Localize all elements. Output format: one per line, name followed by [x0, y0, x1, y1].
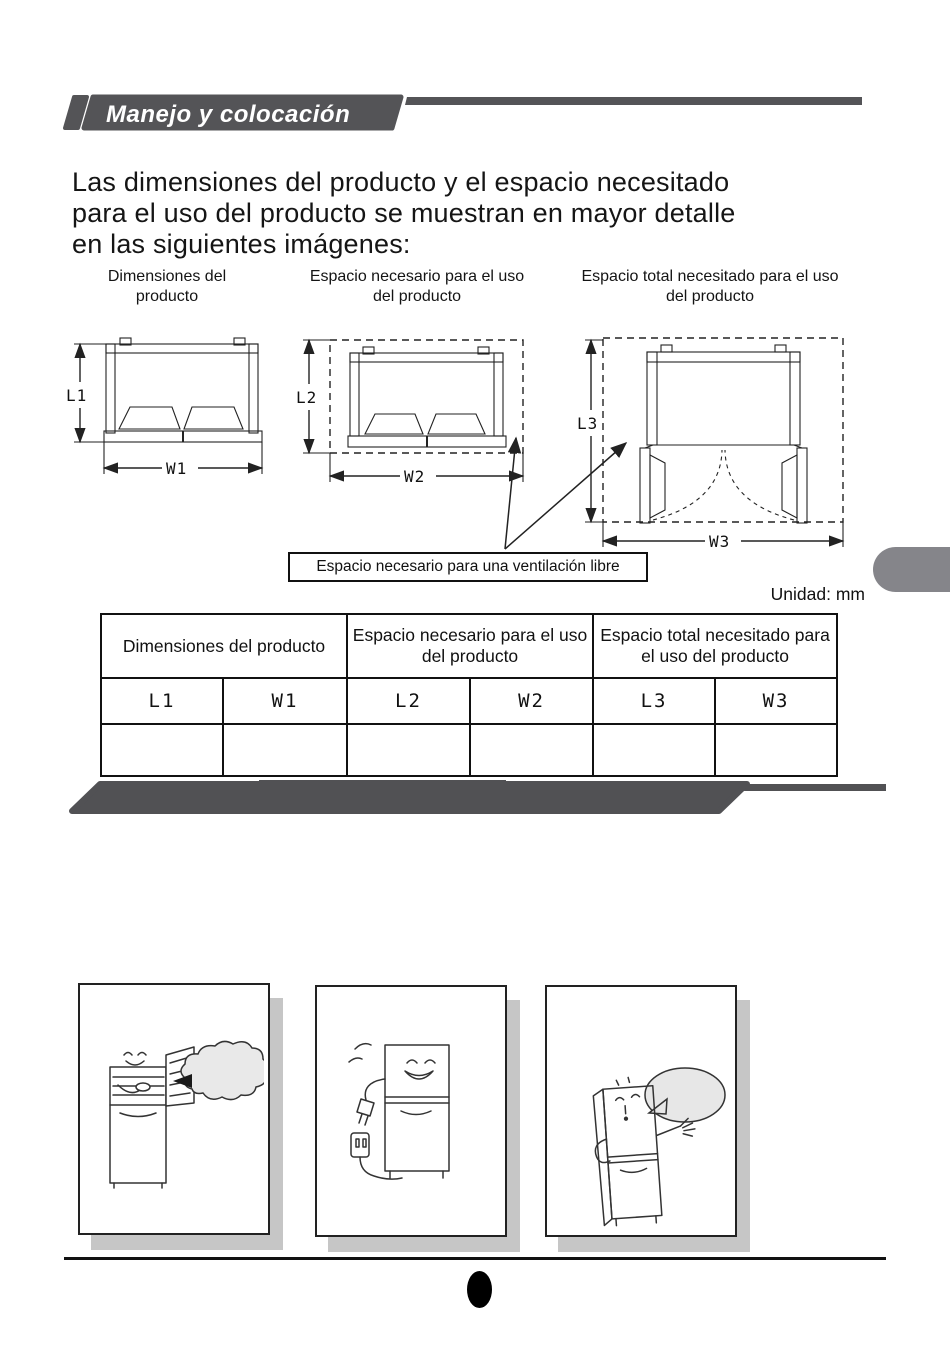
dim-label-W1: W1 [166, 459, 188, 478]
door-top [365, 414, 423, 434]
section-banner [60, 94, 870, 134]
dimensions-table [100, 613, 838, 777]
unit-label: Unidad: mm [770, 584, 865, 604]
hinge-tab [661, 345, 672, 352]
table-group-header: Espacio total necesitado para el uso del producto [593, 614, 837, 678]
band-block [72, 784, 747, 811]
table-dim-cell: W2 [470, 678, 593, 724]
door-handle [401, 1111, 431, 1115]
table-dim-cell: W1 [223, 678, 347, 724]
hinge-tab [775, 345, 786, 352]
table-value-cell [715, 724, 837, 776]
table-value-cell [593, 724, 715, 776]
table-dim-cell: L2 [347, 678, 470, 724]
dim-label-L2: L2 [296, 388, 318, 407]
page-edge-tab [873, 547, 950, 592]
intro-paragraph [72, 167, 735, 260]
waving-arm [656, 1126, 681, 1136]
table-group-header: Espacio necesario para el uso del producto [347, 614, 593, 678]
cabinet-right-wall [249, 344, 258, 433]
intro-line: para el uso del producto se muestran en mayor detalle [72, 198, 736, 228]
dim-label-W2: W2 [404, 467, 426, 486]
intro-line: Las dimensiones del producto y el espacio necesitado [72, 167, 730, 197]
section-divider-band [60, 776, 890, 816]
smile [405, 1071, 433, 1079]
callout-arrow [505, 438, 516, 549]
table-dim-cell: L3 [593, 678, 715, 724]
table-value-cell [470, 724, 593, 776]
callout-arrow [505, 443, 626, 549]
dim-label-L3: L3 [577, 414, 599, 433]
fridge-holding-unplugged-plug-icon [317, 987, 501, 1231]
fridge-talking-speech-bubble-icon [547, 987, 731, 1231]
table-value-cell [223, 724, 347, 776]
diagram-product-dimensions [62, 330, 272, 482]
smile [126, 1061, 144, 1065]
power-plug [357, 1099, 374, 1116]
cabinet-top-wall [647, 352, 800, 362]
door-handle [120, 1113, 156, 1117]
table-value-cell [347, 724, 470, 776]
section-title: Manejo y colocación [106, 101, 351, 128]
illustration-box-2 [315, 985, 507, 1237]
table-dim-row [101, 678, 837, 724]
power-cord [360, 1157, 402, 1179]
diagram1-caption: Dimensiones del producto [107, 268, 227, 305]
dim-label-L1: L1 [66, 386, 88, 405]
dim-label-W3: W3 [709, 532, 731, 551]
banner-rule [405, 97, 862, 105]
arm [365, 1079, 385, 1100]
fridge-freezer-open-cold-cloud-icon [80, 985, 264, 1229]
diagram3-caption: Espacio total necesitado para el uso del producto [581, 268, 839, 305]
ventilation-callout-arrows [430, 420, 700, 560]
illustration-box-1 [78, 983, 270, 1235]
band-rule [744, 784, 886, 791]
table-header-row [101, 614, 837, 678]
table-value-cell [101, 724, 223, 776]
hand [136, 1083, 150, 1091]
ventilation-note: Espacio necesario para una ventilación libre [288, 552, 648, 582]
open-door-right [797, 448, 807, 523]
cabinet-left-wall [350, 353, 359, 436]
table-dim-cell: L1 [101, 678, 223, 724]
fridge-body [385, 1045, 449, 1171]
table-group-header: Dimensiones del producto [101, 614, 347, 678]
table-value-row [101, 724, 837, 776]
cabinet-left-wall [106, 344, 115, 433]
door-handle [621, 1168, 647, 1173]
intro-line: en las siguientes imágenes: [72, 229, 411, 259]
footer-rule [64, 1257, 886, 1260]
door-swing-arc [725, 450, 794, 520]
door-top [119, 407, 180, 429]
door-top [184, 407, 243, 429]
diagram2-caption: Espacio necesario para el uso del producto [309, 268, 525, 305]
door-panel-right [782, 455, 797, 518]
cabinet-right-wall [790, 352, 800, 445]
page-number-dot [467, 1271, 492, 1308]
illustration-box-3 [545, 985, 737, 1237]
table-dim-cell: W3 [715, 678, 837, 724]
